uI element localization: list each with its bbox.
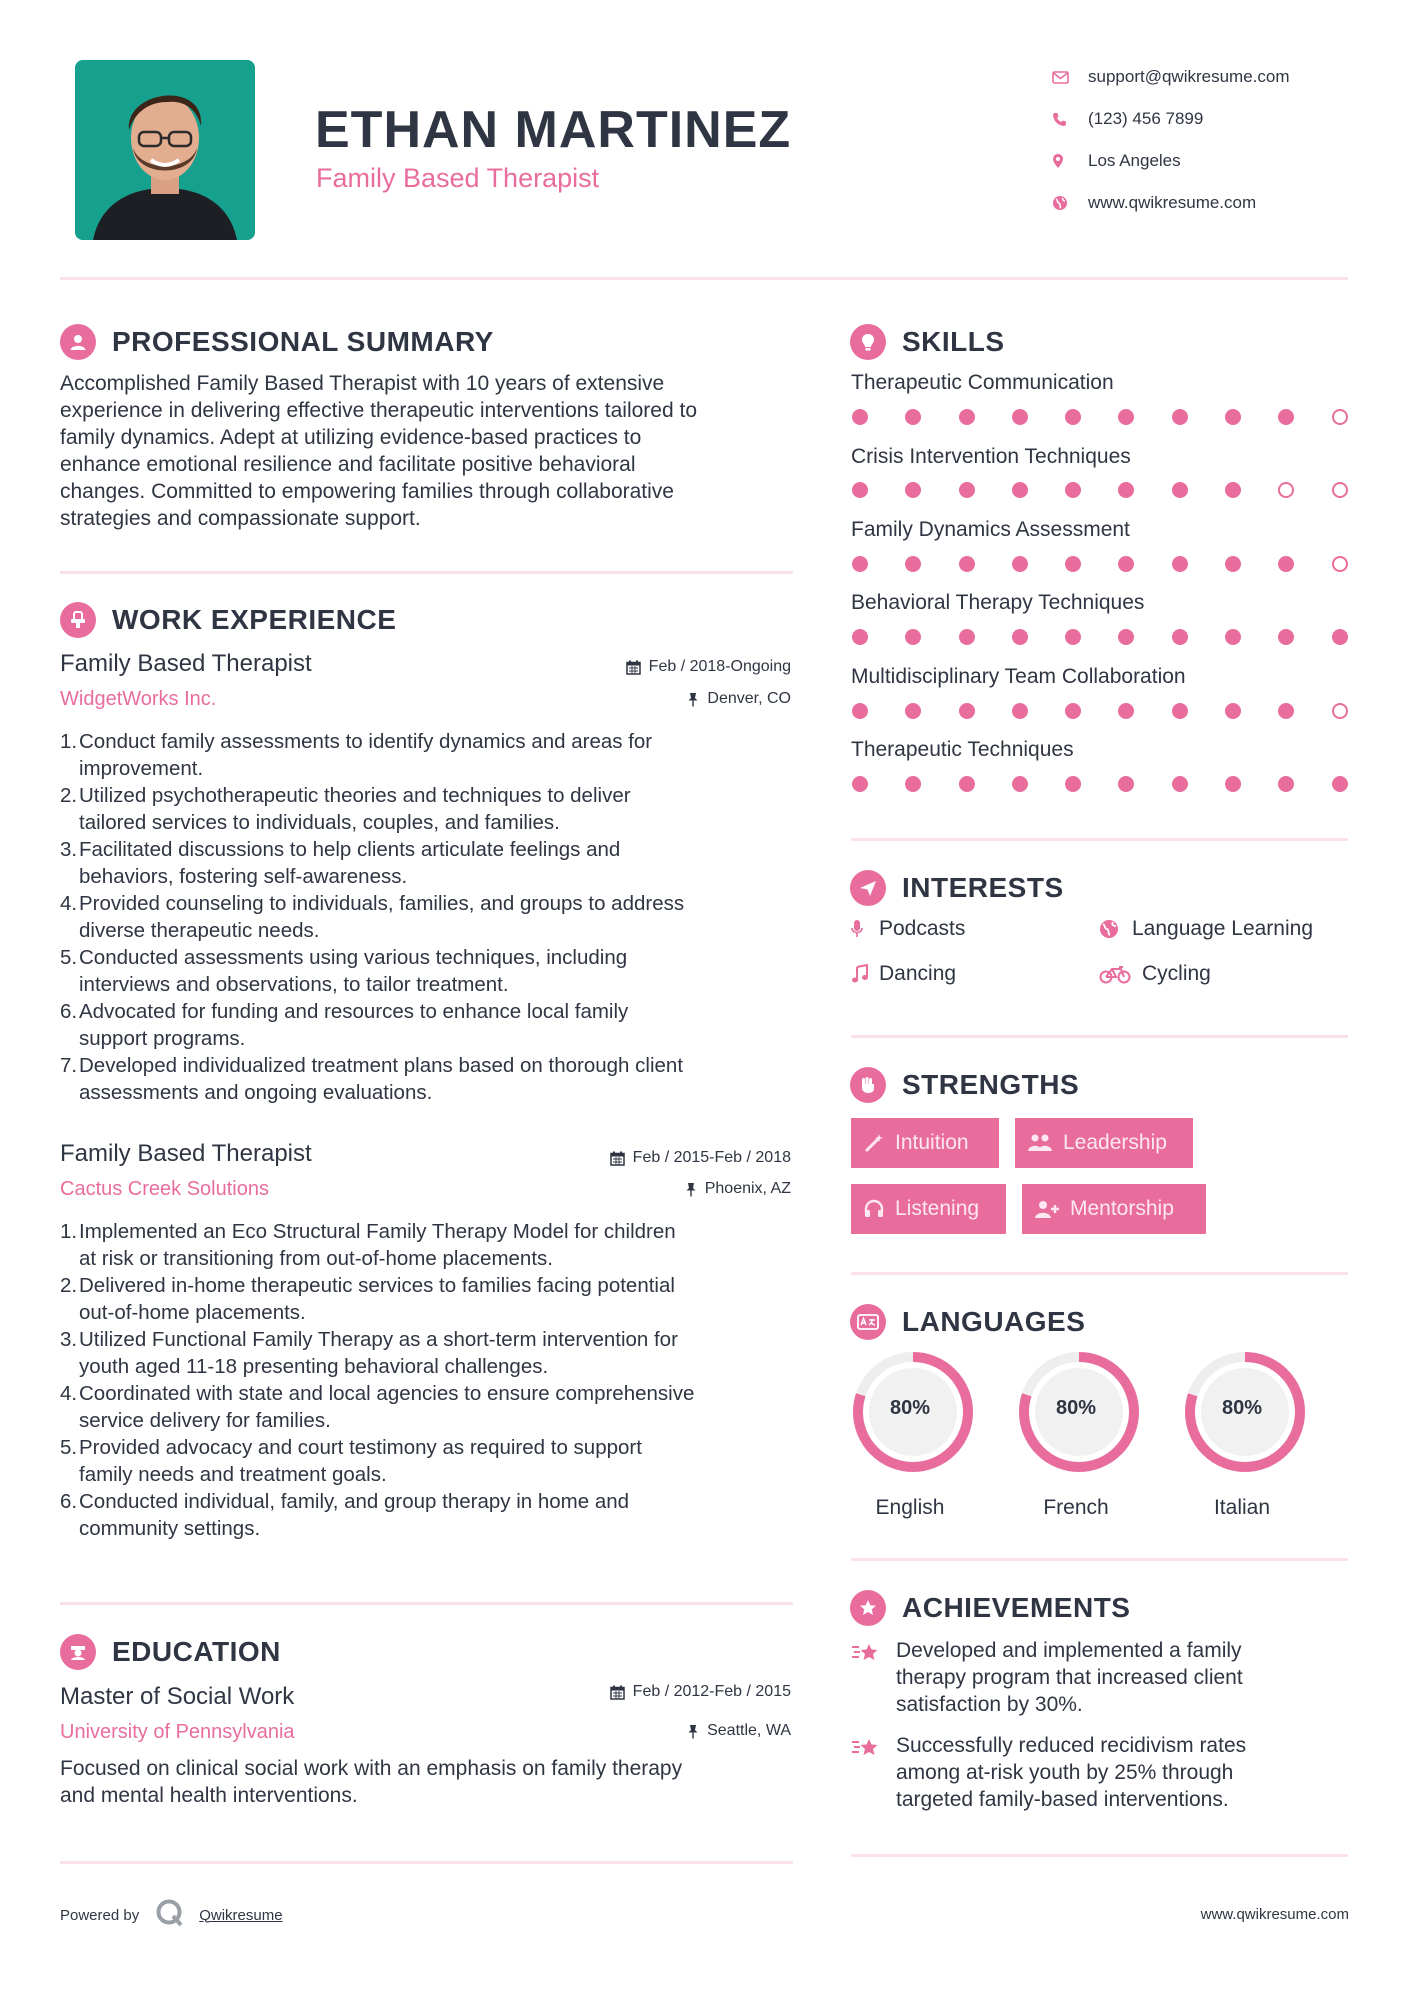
rating-dot-filled bbox=[1118, 556, 1134, 572]
interests-divider bbox=[851, 1035, 1348, 1038]
footer-powered-by bbox=[60, 1898, 283, 1932]
shooting-star-icon bbox=[851, 1732, 896, 1813]
contact-email bbox=[1052, 56, 1290, 98]
list-text: Coordinated with state and local agencies to ensure comprehensive bbox=[79, 1382, 695, 1405]
list-text: support programs. bbox=[79, 1027, 246, 1050]
strengths-heading bbox=[850, 1067, 1079, 1103]
rating-dot-filled bbox=[1278, 629, 1294, 645]
achievement-line: satisfaction by 30%. bbox=[896, 1693, 1083, 1716]
job-dates-text: Feb / 2015-Feb / 2018 bbox=[632, 1149, 791, 1166]
list-text: Advocated for funding and resources to enhance local family bbox=[79, 1000, 629, 1023]
list-text: community settings. bbox=[79, 1517, 261, 1540]
skill-name: Behavioral Therapy Techniques bbox=[851, 591, 1145, 614]
list-number: 4. bbox=[60, 892, 78, 915]
user-icon bbox=[60, 324, 96, 360]
rating-dot-filled bbox=[959, 629, 975, 645]
rating-dot-filled bbox=[1225, 556, 1241, 572]
list-number: 2. bbox=[60, 1274, 78, 1297]
pushpin-icon bbox=[687, 1724, 699, 1739]
mail-icon bbox=[1052, 71, 1088, 84]
phone-icon bbox=[1052, 112, 1088, 127]
rating-dot-empty bbox=[1332, 482, 1348, 498]
list-item bbox=[60, 1326, 810, 1380]
list-item bbox=[60, 1434, 810, 1488]
list-item bbox=[60, 998, 810, 1052]
graduation-icon bbox=[60, 1634, 96, 1670]
rating-dot-filled bbox=[1278, 409, 1294, 425]
list-number: 4. bbox=[60, 1382, 78, 1405]
rating-dot-filled bbox=[1225, 703, 1241, 719]
job-title: Family Based Therapist bbox=[60, 650, 312, 677]
list-item bbox=[60, 1218, 810, 1272]
language-percent: 80% bbox=[1221, 1397, 1263, 1419]
list-item bbox=[60, 944, 810, 998]
language-item bbox=[1180, 1350, 1310, 1519]
candidate-role: Family Based Therapist bbox=[316, 163, 600, 193]
list-item bbox=[60, 890, 810, 944]
rating-dot-filled bbox=[852, 409, 868, 425]
rating-dot-filled bbox=[1118, 629, 1134, 645]
achievement-line: targeted family-based interventions. bbox=[896, 1788, 1229, 1811]
education-location bbox=[687, 1722, 791, 1740]
lightbulb-icon bbox=[850, 324, 886, 360]
list-item bbox=[60, 1488, 810, 1542]
location-pin-icon bbox=[1052, 153, 1088, 169]
languages-divider bbox=[851, 1558, 1348, 1561]
rating-dot-filled bbox=[905, 703, 921, 719]
profile-photo bbox=[75, 60, 255, 240]
list-text: family needs and treatment goals. bbox=[79, 1463, 387, 1486]
rating-dot-filled bbox=[1118, 703, 1134, 719]
list-number: 2. bbox=[60, 784, 78, 807]
headphones-icon bbox=[863, 1198, 885, 1220]
summary-line: strategies and compassionate support. bbox=[60, 507, 421, 530]
qwikresume-logo-icon bbox=[155, 1898, 185, 1932]
contact-website-text: www.qwikresume.com bbox=[1088, 193, 1257, 212]
achievement-line: among at-risk youth by 25% through bbox=[896, 1761, 1234, 1784]
interest-item bbox=[851, 917, 965, 941]
education-heading bbox=[60, 1634, 281, 1670]
skills-title: SKILLS bbox=[902, 326, 1005, 357]
job-location-text: Denver, CO bbox=[707, 690, 791, 707]
interest-label: Dancing bbox=[879, 962, 957, 985]
rating-dot-filled bbox=[1172, 629, 1188, 645]
list-text: Provided counseling to individuals, families, and groups to address bbox=[79, 892, 685, 915]
contact-email-text: support@qwikresume.com bbox=[1088, 67, 1290, 86]
list-text: Conducted individual, family, and group therapy in home and bbox=[79, 1490, 630, 1513]
rating-dot-filled bbox=[905, 482, 921, 498]
rating-dot-filled bbox=[1172, 556, 1188, 572]
list-text: behaviors, fostering self-awareness. bbox=[79, 865, 408, 888]
list-text: Utilized psychotherapeutic theories and techniques to deliver bbox=[79, 784, 631, 807]
contact-location-text: Los Angeles bbox=[1088, 151, 1181, 170]
calendar-icon bbox=[610, 1685, 625, 1700]
rating-dot-filled bbox=[1012, 776, 1028, 792]
list-number: 6. bbox=[60, 1490, 78, 1513]
skill-rating bbox=[852, 776, 1348, 792]
contact-phone-text: (123) 456 7899 bbox=[1088, 109, 1204, 128]
list-text: Delivered in-home therapeutic services to families facing potential bbox=[79, 1274, 675, 1297]
languages-heading bbox=[850, 1304, 1085, 1340]
language-item bbox=[848, 1350, 978, 1519]
job-dates bbox=[610, 1149, 791, 1167]
skills-divider bbox=[851, 838, 1348, 841]
language-percent: 80% bbox=[1055, 1397, 1097, 1419]
rating-dot-filled bbox=[1012, 409, 1028, 425]
list-text: at risk or transitioning from out-of-home placements. bbox=[79, 1247, 553, 1270]
work-divider bbox=[60, 1602, 793, 1605]
pushpin-icon bbox=[685, 1182, 697, 1197]
degree-title: Master of Social Work bbox=[60, 1683, 295, 1710]
list-text: tailored services to individuals, couples, and families. bbox=[79, 811, 560, 834]
rating-dot-filled bbox=[852, 629, 868, 645]
globe-icon bbox=[1052, 195, 1088, 211]
summary-line: experience in delivering effective therapeutic interventions tailored to bbox=[60, 399, 697, 422]
list-text: diverse therapeutic needs. bbox=[79, 919, 320, 942]
language-icon bbox=[850, 1304, 886, 1340]
job-bullets bbox=[60, 1218, 810, 1542]
achievement-line: Developed and implemented a family bbox=[896, 1639, 1242, 1662]
rating-dot-filled bbox=[1278, 556, 1294, 572]
fist-icon bbox=[850, 1067, 886, 1103]
calendar-icon bbox=[610, 1151, 625, 1166]
rating-dot-filled bbox=[1065, 703, 1081, 719]
job-location bbox=[685, 1180, 791, 1198]
microphone-icon bbox=[851, 919, 879, 939]
summary-divider bbox=[60, 571, 793, 574]
magic-wand-icon bbox=[863, 1132, 885, 1154]
school-name: University of Pennsylvania bbox=[60, 1721, 295, 1743]
education-line: Focused on clinical social work with an emphasis on family therapy bbox=[60, 1757, 683, 1780]
summary-line: changes. Committed to empowering families through collaborative bbox=[60, 480, 674, 503]
achievements-divider bbox=[851, 1854, 1348, 1857]
list-text: Utilized Functional Family Therapy as a short-term intervention for bbox=[79, 1328, 678, 1351]
summary-line: family dynamics. Adept at utilizing evidence-based practices to bbox=[60, 426, 642, 449]
list-number: 3. bbox=[60, 1328, 78, 1351]
rating-dot-filled bbox=[1225, 482, 1241, 498]
list-item bbox=[60, 1052, 810, 1106]
interest-label: Language Learning bbox=[1132, 917, 1314, 940]
rating-dot-filled bbox=[1012, 482, 1028, 498]
rating-dot-filled bbox=[1172, 482, 1188, 498]
language-percent: 80% bbox=[889, 1397, 931, 1419]
job-location bbox=[687, 690, 791, 708]
rating-dot-filled bbox=[1278, 776, 1294, 792]
work-title: WORK EXPERIENCE bbox=[112, 604, 397, 635]
rating-dot-filled bbox=[905, 629, 921, 645]
contact-location bbox=[1052, 140, 1290, 182]
skill-name: Multidisciplinary Team Collaboration bbox=[851, 665, 1186, 688]
summary-title: PROFESSIONAL SUMMARY bbox=[112, 326, 494, 357]
interest-item bbox=[1099, 962, 1211, 986]
strength-tag bbox=[1015, 1118, 1193, 1168]
rating-dot-filled bbox=[1118, 409, 1134, 425]
rating-dot-filled bbox=[959, 703, 975, 719]
rating-dot-empty bbox=[1332, 409, 1348, 425]
list-item bbox=[60, 836, 810, 890]
interest-label: Cycling bbox=[1142, 962, 1211, 985]
list-text: Conducted assessments using various techniques, including bbox=[79, 946, 628, 969]
globe-icon bbox=[1099, 919, 1132, 939]
strengths-divider bbox=[851, 1272, 1348, 1275]
list-number: 5. bbox=[60, 946, 78, 969]
rating-dot-filled bbox=[1118, 776, 1134, 792]
rating-dot-filled bbox=[1225, 629, 1241, 645]
strength-label: Listening bbox=[895, 1197, 980, 1220]
rating-dot-filled bbox=[852, 703, 868, 719]
achievements-title: ACHIEVEMENTS bbox=[902, 1592, 1131, 1623]
rating-dot-filled bbox=[1065, 409, 1081, 425]
list-item bbox=[60, 782, 810, 836]
rating-dot-filled bbox=[1172, 409, 1188, 425]
strength-tag bbox=[1022, 1184, 1206, 1234]
summary-heading bbox=[60, 324, 494, 360]
interest-label: Podcasts bbox=[879, 917, 966, 940]
rating-dot-filled bbox=[1225, 409, 1241, 425]
strength-tag bbox=[851, 1118, 999, 1168]
contact-list bbox=[1052, 56, 1290, 224]
rating-dot-filled bbox=[1065, 629, 1081, 645]
list-text: assessments and ongoing evaluations. bbox=[79, 1081, 433, 1104]
rating-dot-filled bbox=[852, 776, 868, 792]
achievement-item bbox=[851, 1732, 1341, 1813]
strength-label: Intuition bbox=[895, 1131, 969, 1154]
rating-dot-filled bbox=[1065, 556, 1081, 572]
list-item bbox=[60, 1272, 810, 1326]
rating-dot-filled bbox=[1118, 482, 1134, 498]
list-number: 1. bbox=[60, 730, 78, 753]
rating-dot-filled bbox=[1012, 556, 1028, 572]
rating-dot-filled bbox=[959, 409, 975, 425]
rating-dot-filled bbox=[1278, 703, 1294, 719]
rating-dot-filled bbox=[1332, 776, 1348, 792]
bicycle-icon bbox=[1099, 964, 1142, 984]
language-item bbox=[1014, 1350, 1144, 1519]
list-text: interviews and observations, to tailor treatment. bbox=[79, 973, 509, 996]
paper-plane-icon bbox=[850, 870, 886, 906]
list-text: youth aged 11-18 presenting behavioral challenges. bbox=[79, 1355, 549, 1378]
list-item bbox=[60, 1380, 810, 1434]
rating-dot-filled bbox=[1012, 703, 1028, 719]
job-title: Family Based Therapist bbox=[60, 1140, 312, 1167]
skill-rating bbox=[852, 409, 1348, 425]
star-badge-icon bbox=[850, 1590, 886, 1626]
language-name: Italian bbox=[1213, 1496, 1271, 1519]
skill-rating bbox=[852, 556, 1348, 572]
languages-title: LANGUAGES bbox=[902, 1306, 1086, 1337]
list-text: Conduct family assessments to identify dynamics and areas for bbox=[79, 730, 653, 753]
interest-item bbox=[851, 962, 956, 986]
pushpin-icon bbox=[687, 692, 699, 707]
achievement-line: Successfully reduced recidivism rates bbox=[896, 1734, 1247, 1757]
achievements-heading bbox=[850, 1590, 1130, 1626]
rating-dot-filled bbox=[959, 776, 975, 792]
contact-website bbox=[1052, 182, 1290, 224]
language-name: English bbox=[875, 1496, 945, 1519]
rating-dot-filled bbox=[959, 482, 975, 498]
education-line: and mental health interventions. bbox=[60, 1784, 358, 1807]
rating-dot-filled bbox=[905, 409, 921, 425]
footer-url[interactable]: www.qwikresume.com bbox=[1200, 1906, 1349, 1923]
education-description bbox=[60, 1755, 810, 1809]
list-item bbox=[60, 728, 810, 782]
interests-title: INTERESTS bbox=[902, 872, 1064, 903]
contact-phone bbox=[1052, 98, 1290, 140]
work-heading bbox=[60, 602, 396, 638]
job-location-text: Phoenix, AZ bbox=[704, 1180, 791, 1197]
skill-rating bbox=[852, 482, 1348, 498]
rating-dot-filled bbox=[1172, 776, 1188, 792]
rating-dot-filled bbox=[905, 776, 921, 792]
briefcase-icon bbox=[60, 602, 96, 638]
rating-dot-empty bbox=[1278, 482, 1294, 498]
rating-dot-filled bbox=[959, 556, 975, 572]
list-text: service delivery for families. bbox=[79, 1409, 331, 1432]
rating-dot-filled bbox=[1065, 776, 1081, 792]
rating-dot-filled bbox=[905, 556, 921, 572]
list-text: Developed individualized treatment plans based on thorough client bbox=[79, 1054, 684, 1077]
list-number: 7. bbox=[60, 1054, 78, 1077]
education-dates-text: Feb / 2012-Feb / 2015 bbox=[632, 1683, 791, 1700]
job-dates-text: Feb / 2018-Ongoing bbox=[648, 658, 791, 675]
rating-dot-filled bbox=[1065, 482, 1081, 498]
rating-dot-filled bbox=[852, 482, 868, 498]
rating-dot-filled bbox=[1332, 629, 1348, 645]
music-note-icon bbox=[851, 964, 879, 984]
rating-dot-filled bbox=[852, 556, 868, 572]
brand-link[interactable]: Qwikresume bbox=[199, 1906, 283, 1924]
rating-dot-empty bbox=[1332, 556, 1348, 572]
list-number: 3. bbox=[60, 838, 78, 861]
rating-dot-empty bbox=[1332, 703, 1348, 719]
interest-item bbox=[1099, 917, 1313, 941]
shooting-star-icon bbox=[851, 1637, 896, 1718]
calendar-icon bbox=[626, 660, 641, 675]
list-text: Facilitated discussions to help clients articulate feelings and bbox=[79, 838, 621, 861]
list-text: Implemented an Eco Structural Family Therapy Model for children bbox=[79, 1220, 676, 1243]
job-company: Cactus Creek Solutions bbox=[60, 1178, 269, 1200]
powered-by-text: Powered by bbox=[60, 1906, 140, 1924]
candidate-name: ETHAN MARTINEZ bbox=[315, 101, 792, 159]
education-divider bbox=[60, 1861, 793, 1864]
skill-name: Family Dynamics Assessment bbox=[851, 518, 1130, 541]
interests-heading bbox=[850, 870, 1064, 906]
users-icon bbox=[1027, 1132, 1053, 1154]
list-number: 5. bbox=[60, 1436, 78, 1459]
rating-dot-filled bbox=[1225, 776, 1241, 792]
strengths-title: STRENGTHS bbox=[902, 1069, 1080, 1100]
header-divider bbox=[60, 277, 1348, 280]
skill-name: Therapeutic Communication bbox=[851, 371, 1114, 394]
list-text: improvement. bbox=[79, 757, 204, 780]
list-text: Provided advocacy and court testimony as required to support bbox=[79, 1436, 642, 1459]
strength-tag bbox=[851, 1184, 1006, 1234]
rating-dot-filled bbox=[1172, 703, 1188, 719]
rating-dot-filled bbox=[1012, 629, 1028, 645]
education-location-text: Seattle, WA bbox=[707, 1722, 791, 1739]
list-number: 6. bbox=[60, 1000, 78, 1023]
skill-name: Crisis Intervention Techniques bbox=[851, 445, 1131, 468]
summary-line: Accomplished Family Based Therapist with 10 years of extensive bbox=[60, 372, 665, 395]
job-dates bbox=[626, 658, 791, 676]
skill-name: Therapeutic Techniques bbox=[851, 738, 1074, 761]
summary-line: enhance emotional resilience and facilitate positive behavioral bbox=[60, 453, 636, 476]
education-dates bbox=[610, 1683, 791, 1701]
skill-rating bbox=[852, 629, 1348, 645]
strength-label: Mentorship bbox=[1070, 1197, 1174, 1220]
achievement-line: therapy program that increased client bbox=[896, 1666, 1243, 1689]
language-name: French bbox=[1043, 1496, 1109, 1519]
list-number: 1. bbox=[60, 1220, 78, 1243]
achievement-item bbox=[851, 1637, 1341, 1718]
education-title: EDUCATION bbox=[112, 1636, 281, 1667]
strength-label: Leadership bbox=[1063, 1131, 1167, 1154]
skill-rating bbox=[852, 703, 1348, 719]
summary-text bbox=[60, 370, 800, 532]
list-text: out-of-home placements. bbox=[79, 1301, 306, 1324]
job-company: WidgetWorks Inc. bbox=[60, 688, 217, 710]
user-plus-icon bbox=[1034, 1198, 1060, 1220]
job-bullets bbox=[60, 728, 810, 1106]
skills-heading bbox=[850, 324, 1005, 360]
